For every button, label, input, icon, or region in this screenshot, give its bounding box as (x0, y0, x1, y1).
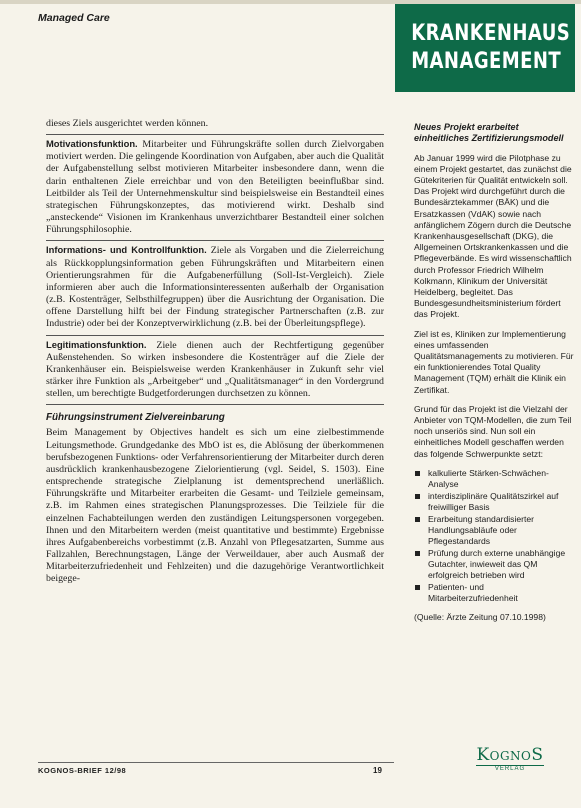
paragraph-title: Legitimationsfunktion. (46, 338, 147, 350)
divider (46, 404, 384, 405)
paragraph: dieses Ziels ausgerichtet werden können. (46, 118, 209, 129)
paragraph-information (46, 244, 384, 330)
sidebar-source: (Quelle: Ärzte Zeitung 07.10.1998) (414, 612, 546, 623)
paragraph-title: Informations- und Kontrollfunktion. (46, 244, 207, 256)
brand-line-1: KRANKENHAUS (411, 21, 571, 46)
footer-publication: KOGNOS-BRIEF 12/98 (38, 766, 127, 775)
paragraph-text: Mitarbeiter und Führungskräfte sollen durch Zielvorgaben motiviert werden. Die gelingende Koordination von Aufgaben, aber auch die Qualität der Aufgabenstellung selbst motivieren Mitarbeiter insbesondere dann, wenn die darin enthaltenen Ziele erreichbar und von den Beteiligten beeinflußbar sind. Leitbilder als Teil der Unternehmenskultur sind beispielsweise ein Bestandteil eines strategischen Führungskonzeptes, das motivierend wirkt. Deshalb sind „ansteckende“ Visionen im Krankenhaus unverzichtbarer Bestandteil einer solchen Führungsphilosophie. (46, 139, 384, 236)
paragraph-text: Ziele dienen auch der Rechtfertigung gegenüber Außenstehenden. So wirken insbesondere die Kostenträger auf die Ziele der Krankenhäuser ein. Beispielsweise werden Krankenhäuser in Zukunft sehr viel stärker ihre Funktion als „Arbeitgeber“ und „Qualitätsmanager“ in den Vordergrund stellen, um berechtigte Budgetforderungen durchsetzen zu können. (46, 339, 384, 400)
paragraph-title: Motivationsfunktion. (46, 138, 138, 150)
list-item: Erarbeitung standardisierter Handlungsabläufe oder Pflegestandards (414, 514, 574, 548)
footer-divider (38, 762, 394, 763)
divider (46, 134, 384, 135)
list-item: Prüfung durch externe unabhängige Gutachter, inwieweit das QM erfolgreich betrieben wird (414, 548, 574, 582)
page-number: 19 (373, 766, 382, 775)
paragraph-motivation (46, 138, 384, 236)
list-item: kalkulierte Stärken-Schwächen-Analyse (414, 468, 574, 490)
sidebar-bullet-list (414, 468, 574, 604)
publisher-logo (460, 746, 560, 772)
brand-line-2: MANAGEMENT (411, 49, 562, 74)
section-label: Managed Care (38, 12, 110, 24)
brand-banner (395, 4, 575, 92)
list-item: Patienten- und Mitarbeiterzufriedenheit (414, 582, 574, 604)
sidebar-heading: Neues Projekt erarbeitet einheitliches Zertifizierungsmodell (414, 122, 564, 144)
sidebar-paragraph: Ab Januar 1999 wird die Pilotphase zu einem Projekt gestartet, das zunächst die Gütekriterien für Qualität entwickeln soll. Das Projekt wird durchgeführt durch die Bundesärztekammer (BÄK) und die Ersatzkassen (VdAK) sowie nach anfänglichem Zögern durch die Deutsche Krankenhausgesellschaft (DKG), die Allgemeinen Ortskrankenkassen und die Pflegeverbände. Es wird wissenschaftlich durch Professor Friedrich Wilhelm Kolkmann, Klinikum der Universität Heidelberg, begleitet. Das Bundesgesundheitsministerium fördert das Projekt. (414, 152, 572, 320)
sidebar-paragraph: Grund für das Projekt ist die Vielzahl der Anbieter von TQM-Modellen, die zum Teil noch unseriös sind. Nun soll ein einheitliches Modell geschaffen werden das folgende Schwerpunkte setzt: (414, 403, 572, 459)
paragraph-mbo: Beim Management by Objectives handelt es sich um eine zielbestimmende Leitungsmethode. Grundgedanke des MbO ist es, die Ablösung der überkommenen berufsbezogenen Funktions- oder Verfahrensorientierung der Mitarbeiter durch deren ausdrücklich krankenhausbezogene Zielorientierung (vgl. Seidel, S. 1503). Eine entsprechende strategische Zielplanung ist dementsprechend unerläßlich. Führungskräfte und Mitarbeiter erarbeiten die Gesamt- und Teilziele gemeinsam, z.B. im Rahmen eines strategischen Planungsprozesses. Die Teilziele für die einzelnen Fachabteilungen werden den zuständigen Leitungspersonen vorgegeben. Ihnen und den Mitarbeitern werden (meist quantitative und bestimmte) Ergebnisse ihres Aufgabenbereichs vorbestimmt (z.B. Anzahl von Pflegesatzarten, Summe aus Fallzahlen, Berechnungstagen, Länge der Verweildauer, aber auch Ausmaß der Mitarbeiterzufriedenheit und Fehlzeiten) und die dazugehörige Verantwortlichkeit beigege- (46, 427, 384, 585)
sidebar-paragraph: Ziel ist es, Kliniken zur Implementierung eines umfassenden Qualitätsmanagements zu motivieren. Für ein funktionierendes Total Quality Management (TQM) erhält die Klinik ein Zertifikat. (414, 328, 574, 395)
logo-wordmark: KognoS (476, 745, 544, 765)
list-item: interdisziplinäre Qualitätszirkel auf freiwilliger Basis (414, 491, 574, 513)
section-heading: Führungsinstrument Zielvereinbarung (46, 411, 225, 424)
divider (46, 240, 384, 241)
divider (46, 335, 384, 336)
paragraph-legitimation (46, 339, 384, 401)
main-article (46, 118, 384, 589)
logo-subtitle: VERLAG (476, 765, 544, 772)
sidebar-box (414, 122, 574, 632)
paragraph-text: Ziele als Vorgaben und die Zielerreichung als Rückkopplungsinformation geben Führungskräften und Mitarbeitern einen Orientierungsrahmen für die Aufgabenerfüllung (Soll-Ist-Vergleich). Ziele informieren aber auch die Informationsinteressenten außerhalb der Organisation (z.B. Kostenträger, Selbsthilfegruppen) über die Ausrichtung der Organisation. Die offene Darstellung hilft bei der Findung strategischer Partnerschaften (z.B. zur Industrie) oder bei der Konzeptverwirklichung (z.B. bei der Überleitungspflege). (46, 245, 384, 330)
